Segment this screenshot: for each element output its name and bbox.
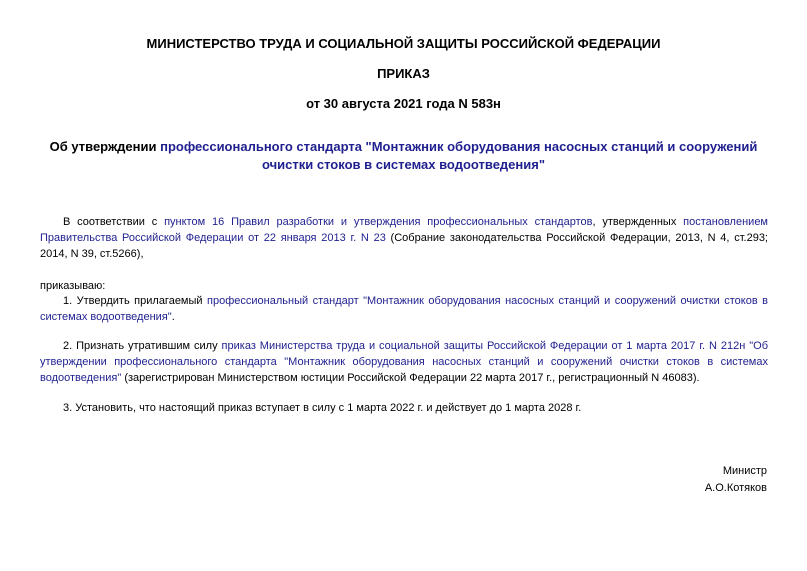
signature-name: А.О.Котяков [704, 482, 767, 494]
item-1-text-1: 1. Утвердить прилагаемый [63, 295, 208, 307]
title-prefix: Об утверждении [49, 139, 161, 154]
document-date: от 30 августа 2021 года N 583н [306, 96, 501, 111]
basis-text-2: , утвержденных [592, 216, 684, 228]
item-3-paragraph: 3. Установить, что настоящий приказ вступает в силу с 1 марта 2022 г. и действует до 1 марта 2028 г. [63, 402, 582, 414]
signature-position: Министр [722, 465, 767, 477]
ministry-name: МИНИСТЕРСТВО ТРУДА И СОЦИАЛЬНОЙ ЗАЩИТЫ РОССИЙСКОЙ ФЕДЕРАЦИИ [146, 36, 661, 51]
item-1-text-2: . [171, 311, 175, 323]
professional-standard-link[interactable]: профессиональный стандарт "Монтажник оборудования насосных станций и сооружений очистки стоков в системах водоотведения" [40, 295, 768, 323]
document-title [38, 138, 769, 174]
government-decree-link[interactable]: постановлением Правительства Российской Федерации от 22 января 2013 г. N 23 [40, 216, 768, 244]
repealed-order-link[interactable]: приказ Министерства труда и социальной защиты Российской Федерации от 1 марта 2017 г. N 212н "Об утверждении профессионального стандарта "Монтажник оборудования насосных станций и сооружений очистки стоков в системах водоотведения" [40, 340, 769, 384]
item-2-text-2: (зарегистрирован Министерством юстиции Российской Федерации 22 марта 2017 г., регистрационный N 46083). [121, 372, 700, 384]
rules-point-16-link[interactable]: пунктом 16 Правил разработки и утверждения профессиональных стандартов [164, 216, 593, 228]
basis-text-1: В соответствии с [63, 216, 165, 228]
document-type: ПРИКАЗ [377, 66, 430, 81]
basis-paragraph [40, 214, 768, 262]
title-standard-link[interactable]: профессионального стандарта "Монтажник оборудования насосных станций и сооружений очистки стоков в системах водоотведения" [160, 139, 758, 172]
item-2-paragraph [40, 338, 768, 386]
order-word: приказываю: [40, 280, 106, 292]
basis-text-3: (Собрание законодательства Российской Федерации, 2013, N 4, ст.293; 2014, N 39, ст.5266), [40, 232, 768, 260]
item-2-text-1: 2. Признать утратившим силу [63, 340, 222, 352]
item-1-paragraph [40, 293, 768, 325]
